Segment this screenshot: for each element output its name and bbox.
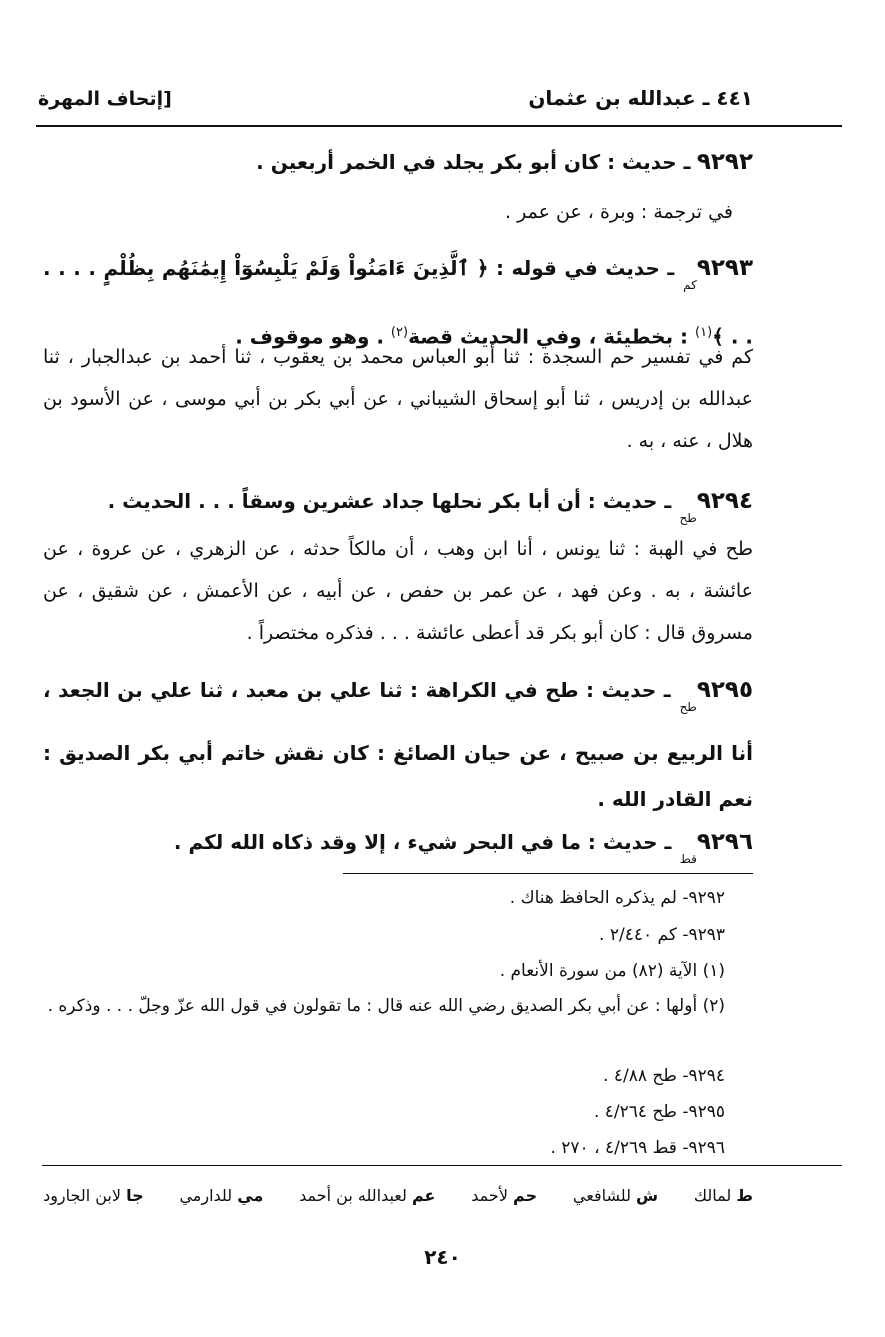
hadith-entry [43,667,753,822]
footnote: ٩٢٩٦- قط ٤/٢٦٩ ، ٢٧٠ . [550,1138,725,1158]
hadith-number: ٩٢٩٦ [696,829,753,855]
abbreviation-item: عم لعبدالله بن أحمد [299,1186,436,1205]
hadith-text: ـ حديث : ما في البحر شيء ، إلا وقد ذكاه الله لكم . [173,830,672,854]
source-code: طح [679,511,697,525]
footnote: (١) الآية (٨٢) من سورة الأنعام . [499,961,725,981]
abbreviation-item: ط لمالك [693,1186,753,1205]
footnote: ٩٢٩٣- كم ٢/٤٤٠ . [599,925,725,945]
abbreviations-rule [42,1165,842,1166]
hadith-entry [43,139,753,185]
source-code: قط [679,852,697,866]
abbreviation-item: جا لابن الجارود [43,1186,144,1205]
abbreviation-item: ش للشافعي [572,1186,659,1205]
footnote-ref: (١) [695,325,713,340]
footnote: ٩٢٩٤- طح ٤/٨٨ . [603,1066,725,1086]
header-rule [36,125,842,127]
running-header-chapter: ٤٤١ ـ عبدالله بن عثمان [528,86,753,110]
footnote: (٢) أولها : عن أبي بكر الصديق رضي الله عنه قال : ما تقولون في قول الله عزّ وجلّ . . . وذكره . [47,996,725,1016]
footnote: ٩٢٩٥- طح ٤/٢٦٤ . [593,1102,725,1122]
running-header-book: [إتحاف المهرة [38,88,172,110]
page-number: ٢٤٠ [424,1245,461,1269]
source-code: كم [683,278,697,292]
hadith-text: ـ حديث : أن أبا بكر نحلها جداد عشرين وسقاً . . . الحديث . [107,489,672,513]
hadith-text: ـ حديث : طح في الكراهة : ثنا علي بن معبد ، ثنا علي بن الجعد ، أنا الربيع بن صبيح ، عن حيان الصائغ : كان نقش خاتم أبي بكر الصديق : نعم القادر الله . [43,678,753,811]
footnote: ٩٢٩٢- لم يذكره الحافظ هناك . [509,888,725,908]
hadith-number: ٩٢٩٤ [696,488,753,514]
hadith-source: كم في تفسير حم السجدة : ثنا أبو العباس محمد بن يعقوب ، ثنا أحمد بن عبدالجبار ، ثنا عبدالله بن إدريس ، ثنا أبو إسحاق الشيباني ، عن أبي بكر بن أبي موسى ، عن الأسود بن هلال ، عنه ، به . [43,346,753,452]
abbreviation-item: مي للدارمي [179,1186,264,1205]
hadith-source: طح في الهبة : ثنا يونس ، أنا ابن وهب ، أن مالكاً حدثه ، عن الزهري ، عن عروة ، عن عائشة ، به . وعن فهد ، عن عمر بن حفص ، عن أبيه ، عن الأعمش ، عن شقيق ، عن مسروق قال : كان أبو بكر قد أعطى عائشة . . . فذكره مختصراً . [43,538,753,644]
hadith-number: ٩٢٩٢ [696,149,753,175]
hadith-number: ٩٢٩٣ [696,255,753,281]
hadith-source: في ترجمة : وبرة ، عن عمر . [505,201,733,223]
hadith-text: . وهو موقوف . [235,324,391,349]
footnote-rule [343,873,753,874]
hadith-number: ٩٢٩٥ [696,677,754,703]
abbreviations-legend [43,1186,753,1205]
hadith-text: ـ حديث : كان أبو بكر يجلد في الخمر أربعين . [256,150,691,174]
footnote-ref: (٢) [390,325,409,340]
abbreviation-item: حم لأحمد [471,1186,538,1205]
hadith-text: : بخطيئة ، وفي الحديث قصة [408,324,696,349]
source-code: طح [679,700,697,714]
hadith-text: ـ حديث في قوله : ﴿ ٱلَّذِينَ ءَامَنُواْ وَلَمْ يَلْبِسُوٓاْ إِيمَٰنَهُم بِظُلْمٍ . . . . . . ﴾ [43,256,753,349]
